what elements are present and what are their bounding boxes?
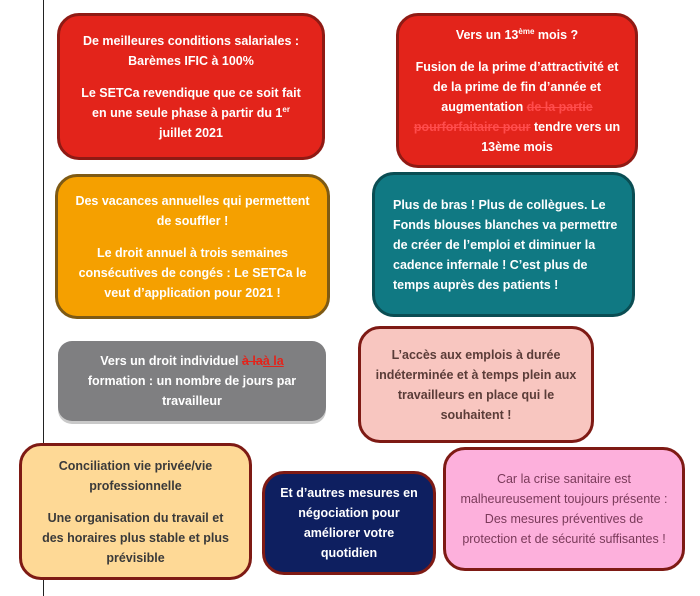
salary-conditions-text: Le SETCa revendique que ce soit fait en une seule phase à partir du 1er juillet 2021 [81, 85, 301, 140]
annual-holidays-title: Des vacances annuelles qui permettent de souffler ! [75, 193, 310, 228]
health-crisis-text: Car la crise sanitaire est malheureusement toujours présente : Des mesures préventives de protection et de sécurité suffisantes ! [460, 472, 668, 546]
inserted-text: à la [262, 354, 284, 368]
salary-conditions-title: De meilleures conditions salariales : Barèmes IFIC à 100% [82, 33, 300, 68]
annual-holidays-text: Le droit annuel à trois semaines consécutives de congés : Le SETCa le veut d’application pour 2021 ! [78, 245, 307, 300]
thirteenth-month-box [396, 13, 638, 168]
training-right-text: Vers un droit individuel à laà la formation : un nombre de jours par travailleur [87, 354, 297, 408]
thirteenth-month-title: Vers un 13ème mois ? [455, 26, 579, 42]
deleted-text: à la [241, 354, 263, 368]
work-life-balance-title: Conciliation vie privée/vie professionnelle [58, 458, 213, 493]
more-staff-box [372, 172, 635, 317]
health-crisis-box [443, 447, 685, 571]
more-staff-text: Plus de bras ! Plus de collègues. Le Fonds blouses blanches va permettre de créer de l’emploi et diminuer la cadence infernale ! C’est plus de temps auprès des patients ! [393, 197, 618, 292]
other-measures-box [262, 471, 436, 575]
salary-conditions-box [57, 13, 325, 160]
training-right-box [58, 341, 326, 421]
other-measures-text: Et d’autres mesures en négociation pour améliorer votre quotidien [280, 486, 418, 560]
work-life-balance-text: Une organisation du travail et des horaires plus stable et plus prévisible [42, 510, 229, 565]
work-life-balance-box [19, 443, 252, 580]
permanent-contracts-box [358, 326, 594, 443]
permanent-contracts-text: L’accès aux emplois à durée indéterminée et à temps plein aux travailleurs en place qui le souhaitent ! [375, 347, 577, 422]
deleted-text: de la partie pourforfaitaire pour [413, 99, 593, 134]
annual-holidays-box [55, 174, 330, 319]
thirteenth-month-text: Fusion de la prime d’attractivité et de la prime de fin d’année et augmentation de la partie pourforfaitaire pour tendre vers un 13ème mois [413, 59, 621, 154]
